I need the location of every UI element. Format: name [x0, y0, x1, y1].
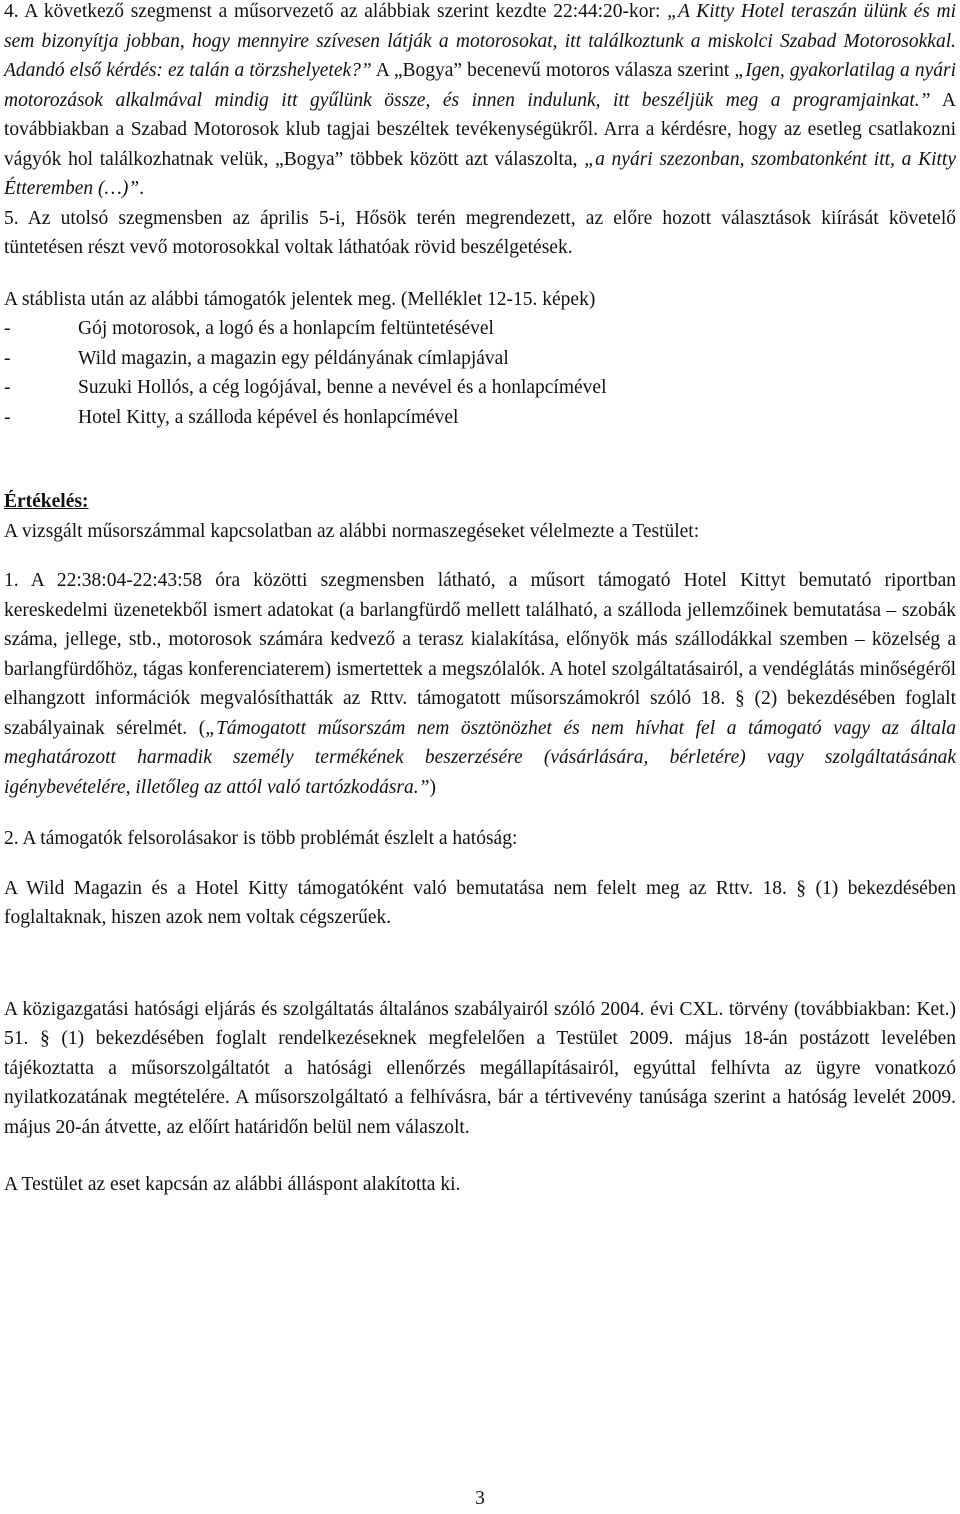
- list-dash: -: [4, 347, 11, 369]
- evaluation-item-2: 2. A támogatók felsorolásakor is több problémát észlelt a hatóság:: [4, 828, 518, 849]
- list-dash: -: [4, 318, 11, 339]
- list-item: - Suzuki Hollós, a cég logójával, benne a nevével és a honlapcímével: [4, 373, 956, 403]
- evaluation-intro: A vizsgált műsorszámmal kapcsolatban az alábbi normaszegéseket vélelmezte a Testület:: [4, 520, 700, 542]
- list-item: - Wild magazin, a magazin egy példányának címlapjával: [4, 344, 956, 374]
- list-item: - Hotel Kitty, a szálloda képével és honlapcímével: [4, 403, 956, 433]
- list-item: - Gój motorosok, a logó és a honlapcím feltüntetésével: [4, 314, 956, 344]
- conclusion-paragraph: A Testület az eset kapcsán az alábbi álláspont alakította ki.: [4, 1174, 461, 1195]
- paragraph-segment-4: 4. A következő szegmenst a műsorvezető az alábbiak szerint kezdte 22:44:20-kor: „A Kitty Hotel teraszán ülünk és mi sem bizonyítja jobban, hogy mennyire szívesen látják a motorosokat, itt találkoztunk a miskolci Szabad Motorosokkal. Adandó első kérdés: ez talán a törzshelyetek?” A „Bogya” becenevű motoros válasza szerint „Igen, gyakorlatilag a nyári motorozások alkalmával mindig itt gyűlünk össze, és innen indulunk, itt beszéljük meg a programjainkat.” A továbbiakban a Szabad Motorosok klub tagjai beszéltek tevékenységükről. Arra a kérdésre, hogy az esetleg csatlakozni vágyók hol találkozhatnak velük, „Bogya” többek között azt válaszolta, „a nyári szezonban, szombatonként itt, a Kitty Étteremben (…)”.: [4, 1, 957, 199]
- document-page: [4, 0, 956, 1200]
- evaluation-item-1: 1. A 22:38:04-22:43:58 óra közötti szegmensben látható, a műsort támogató Hotel Kittyt bemutató riportban kereskedelmi üzenetekből ismert adatokat (a barlangfürdő mellett található, a szálloda jellemzőinek bemutatása – szobák száma, jellege, stb., motorosok számára kedvező a terasz kialakítása, előnyök más szállodákkal szemben – közelség a barlangfürdőhöz, tágas konferenciaterem) ismertettek a megszólalók. A hotel szolgáltatásairól, a vendéglátás minőségéről elhangzott információk megvalósíthatták az Rttv. támogatott műsorszámokról szóló 18. § (2) bekezdésében foglalt szabályainak sérelmét. („Támogatott műsorszám nem ösztönözhet és nem hívhat fel a támogató vagy az általa meghatározott harmadik személy termékének beszerzésére (vásárlására, bérletére) vagy szolgáltatásának igénybevételére, illetőleg az attól való tartózkodásra.”): [4, 570, 956, 798]
- page-number: 3: [475, 1488, 485, 1509]
- list-dash: -: [4, 377, 11, 398]
- procedure-paragraph: A közigazgatási hatósági eljárás és szolgáltatás általános szabályairól szóló 2004. évi CXL. törvény (továbbiakban: Ket.) 51. § (1) bekezdésében foglalt rendelkezéseknek megfelelően a Testület 2009. május 18-án postázott levelében tájékoztatta a műsorszolgáltatót a hatósági ellenőrzés megállapításairól, egyúttal felhívta az ügyre vonatkozó nyilatkozatának megtételére. A műsorszolgáltató a felhívásra, bár a tértivevény tanúsága szerint a hatóság levelét 2009. május 20-án átvette, az előírt határidőn belül nem válaszolt.: [4, 998, 956, 1138]
- sponsors-intro: A stáblista után az alábbi támogatók jelentek meg. (Melléklet 12-15. képek): [4, 288, 596, 310]
- list-dash: -: [4, 406, 11, 428]
- sponsor-list: [4, 314, 956, 432]
- evaluation-item-2-detail: A Wild Magazin és a Hotel Kitty támogatóként való bemutatása nem felelt meg az Rttv. 18. § (1) bekezdésében foglaltaknak, hiszen azok nem voltak cégszerűek.: [4, 877, 956, 928]
- paragraph-segment-5: 5. Az utolsó szegmensben az április 5-i, Hősök terén megrendezett, az előre hozott választások kiírását követelő tüntetésen részt vevő motorosokkal voltak láthatóak rövid beszélgetések.: [4, 207, 956, 258]
- evaluation-heading: Értékelés:: [4, 491, 89, 512]
